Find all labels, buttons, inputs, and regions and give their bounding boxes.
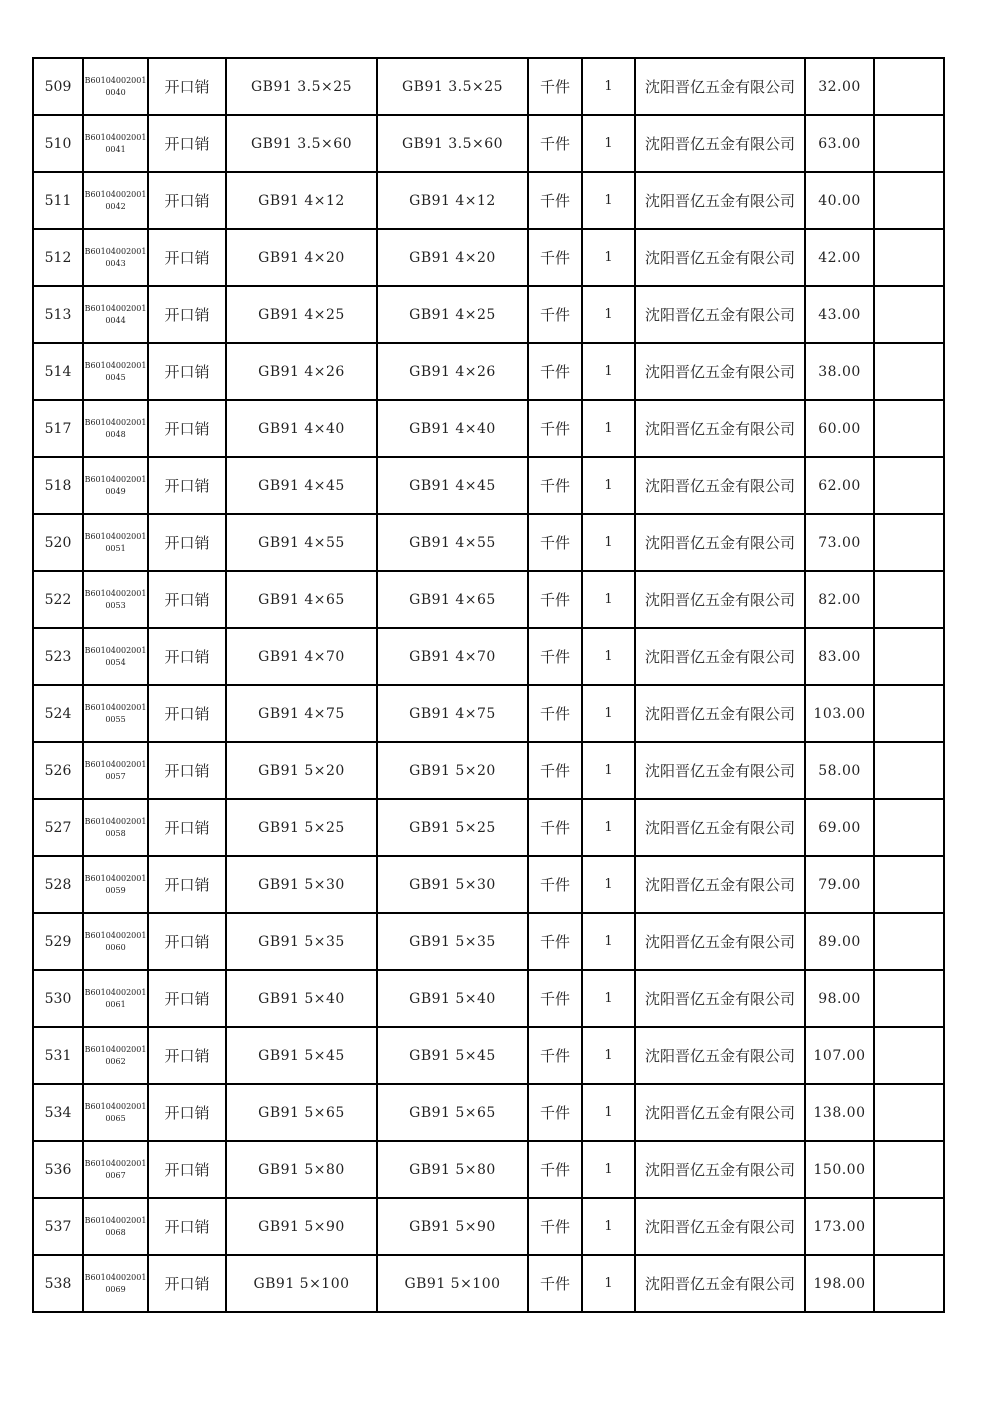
material-code-cell: [83, 115, 148, 172]
material-code-cell: [83, 799, 148, 856]
material-code-line-1: B60104002001: [84, 930, 147, 940]
unit-cell: 千件: [528, 628, 582, 685]
row-number-cell: 514: [33, 343, 83, 400]
material-code-cell: [83, 913, 148, 970]
supplier-name-cell: 沈阳晋亿五金有限公司: [635, 172, 805, 229]
material-code-line-2: 0048: [105, 429, 126, 439]
quantity-cell: 1: [582, 172, 635, 229]
item-spec-cell: GB91 5×65: [226, 1084, 377, 1141]
unit-price-cell: 138.00: [805, 1084, 874, 1141]
unit-price-cell: 83.00: [805, 628, 874, 685]
material-code-line-1: B60104002001: [84, 1272, 147, 1282]
unit-price-cell: 82.00: [805, 571, 874, 628]
quantity-cell: 1: [582, 1198, 635, 1255]
supplier-name-cell: 沈阳晋亿五金有限公司: [635, 571, 805, 628]
unit-cell: 千件: [528, 286, 582, 343]
unit-price-cell: 150.00: [805, 1141, 874, 1198]
material-code-cell: [83, 1141, 148, 1198]
material-code-line-2: 0041: [105, 144, 126, 154]
item-spec-cell: GB91 5×20: [226, 742, 377, 799]
material-code-line-1: B60104002001: [84, 75, 147, 85]
item-model-cell: GB91 4×45: [377, 457, 528, 514]
item-model-cell: GB91 5×25: [377, 799, 528, 856]
quantity-cell: 1: [582, 400, 635, 457]
item-spec-cell: GB91 5×35: [226, 913, 377, 970]
unit-price-cell: 38.00: [805, 343, 874, 400]
material-code-cell: [83, 1084, 148, 1141]
remark-cell: [874, 1027, 944, 1084]
material-code-line-1: B60104002001: [84, 1215, 147, 1225]
material-code-line-1: B60104002001: [84, 873, 147, 883]
item-name-cell: 开口销: [148, 742, 226, 799]
item-model-cell: GB91 4×55: [377, 514, 528, 571]
unit-price-cell: 40.00: [805, 172, 874, 229]
remark-cell: [874, 913, 944, 970]
material-code-line-1: B60104002001: [84, 816, 147, 826]
supplier-name-cell: 沈阳晋亿五金有限公司: [635, 58, 805, 115]
table-row: [33, 457, 944, 514]
unit-cell: 千件: [528, 913, 582, 970]
table-row: [33, 229, 944, 286]
item-name-cell: 开口销: [148, 856, 226, 913]
supplier-name-cell: 沈阳晋亿五金有限公司: [635, 628, 805, 685]
table-row: [33, 343, 944, 400]
row-number-cell: 538: [33, 1255, 83, 1312]
quantity-cell: 1: [582, 913, 635, 970]
item-spec-cell: GB91 4×12: [226, 172, 377, 229]
unit-price-cell: 103.00: [805, 685, 874, 742]
item-name-cell: 开口销: [148, 913, 226, 970]
supplier-name-cell: 沈阳晋亿五金有限公司: [635, 742, 805, 799]
item-model-cell: GB91 4×70: [377, 628, 528, 685]
quantity-cell: 1: [582, 628, 635, 685]
item-model-cell: GB91 5×100: [377, 1255, 528, 1312]
quantity-cell: 1: [582, 1141, 635, 1198]
item-spec-cell: GB91 4×40: [226, 400, 377, 457]
quantity-cell: 1: [582, 457, 635, 514]
unit-cell: 千件: [528, 115, 582, 172]
remark-cell: [874, 685, 944, 742]
table-row: [33, 571, 944, 628]
material-code-line-1: B60104002001: [84, 360, 147, 370]
table-row: [33, 1084, 944, 1141]
unit-price-cell: 42.00: [805, 229, 874, 286]
material-code-cell: [83, 628, 148, 685]
item-spec-cell: GB91 4×20: [226, 229, 377, 286]
unit-cell: 千件: [528, 685, 582, 742]
unit-price-cell: 43.00: [805, 286, 874, 343]
item-model-cell: GB91 5×20: [377, 742, 528, 799]
supplier-name-cell: 沈阳晋亿五金有限公司: [635, 400, 805, 457]
supplier-name-cell: 沈阳晋亿五金有限公司: [635, 799, 805, 856]
item-spec-cell: GB91 5×25: [226, 799, 377, 856]
unit-price-cell: 58.00: [805, 742, 874, 799]
item-name-cell: 开口销: [148, 1141, 226, 1198]
item-model-cell: GB91 4×65: [377, 571, 528, 628]
unit-cell: 千件: [528, 799, 582, 856]
item-spec-cell: GB91 5×80: [226, 1141, 377, 1198]
table-row: [33, 856, 944, 913]
item-name-cell: 开口销: [148, 970, 226, 1027]
supplier-name-cell: 沈阳晋亿五金有限公司: [635, 685, 805, 742]
material-code-line-1: B60104002001: [84, 702, 147, 712]
unit-cell: 千件: [528, 1255, 582, 1312]
item-spec-cell: GB91 5×45: [226, 1027, 377, 1084]
supplier-name-cell: 沈阳晋亿五金有限公司: [635, 1027, 805, 1084]
material-code-cell: [83, 1198, 148, 1255]
row-number-cell: 534: [33, 1084, 83, 1141]
quantity-cell: 1: [582, 799, 635, 856]
material-code-line-2: 0043: [105, 258, 126, 268]
supplier-name-cell: 沈阳晋亿五金有限公司: [635, 1141, 805, 1198]
material-code-line-1: B60104002001: [84, 417, 147, 427]
table-row: [33, 628, 944, 685]
item-model-cell: GB91 4×40: [377, 400, 528, 457]
table-body: [33, 58, 944, 1312]
item-model-cell: GB91 4×75: [377, 685, 528, 742]
row-number-cell: 531: [33, 1027, 83, 1084]
table-row: [33, 400, 944, 457]
item-name-cell: 开口销: [148, 628, 226, 685]
remark-cell: [874, 58, 944, 115]
material-code-cell: [83, 1027, 148, 1084]
material-code-cell: [83, 400, 148, 457]
quantity-cell: 1: [582, 1255, 635, 1312]
quantity-cell: 1: [582, 571, 635, 628]
material-code-cell: [83, 685, 148, 742]
supplier-name-cell: 沈阳晋亿五金有限公司: [635, 913, 805, 970]
material-code-line-2: 0042: [105, 201, 126, 211]
item-model-cell: GB91 5×80: [377, 1141, 528, 1198]
unit-price-cell: 69.00: [805, 799, 874, 856]
item-spec-cell: GB91 4×65: [226, 571, 377, 628]
remark-cell: [874, 1255, 944, 1312]
material-code-line-1: B60104002001: [84, 132, 147, 142]
material-code-line-1: B60104002001: [84, 645, 147, 655]
row-number-cell: 511: [33, 172, 83, 229]
remark-cell: [874, 856, 944, 913]
remark-cell: [874, 742, 944, 799]
unit-cell: 千件: [528, 742, 582, 799]
remark-cell: [874, 571, 944, 628]
remark-cell: [874, 286, 944, 343]
item-name-cell: 开口销: [148, 799, 226, 856]
unit-price-cell: 32.00: [805, 58, 874, 115]
table-row: [33, 58, 944, 115]
remark-cell: [874, 115, 944, 172]
table-row: [33, 286, 944, 343]
material-code-cell: [83, 58, 148, 115]
material-code-line-2: 0068: [105, 1227, 126, 1237]
material-code-line-1: B60104002001: [84, 1101, 147, 1111]
material-code-line-2: 0040: [105, 87, 126, 97]
remark-cell: [874, 229, 944, 286]
item-name-cell: 开口销: [148, 229, 226, 286]
row-number-cell: 524: [33, 685, 83, 742]
item-name-cell: 开口销: [148, 1027, 226, 1084]
item-name-cell: 开口销: [148, 457, 226, 514]
item-name-cell: 开口销: [148, 172, 226, 229]
row-number-cell: 537: [33, 1198, 83, 1255]
item-name-cell: 开口销: [148, 286, 226, 343]
material-code-line-1: B60104002001: [84, 531, 147, 541]
item-model-cell: GB91 5×40: [377, 970, 528, 1027]
row-number-cell: 526: [33, 742, 83, 799]
table-row: [33, 1141, 944, 1198]
item-name-cell: 开口销: [148, 343, 226, 400]
remark-cell: [874, 970, 944, 1027]
supplier-name-cell: 沈阳晋亿五金有限公司: [635, 229, 805, 286]
unit-price-cell: 89.00: [805, 913, 874, 970]
item-spec-cell: GB91 4×75: [226, 685, 377, 742]
unit-cell: 千件: [528, 229, 582, 286]
row-number-cell: 529: [33, 913, 83, 970]
remark-cell: [874, 1198, 944, 1255]
unit-cell: 千件: [528, 1198, 582, 1255]
table-row: [33, 685, 944, 742]
item-model-cell: GB91 3.5×60: [377, 115, 528, 172]
material-code-line-2: 0062: [105, 1056, 126, 1066]
material-code-line-2: 0057: [105, 771, 126, 781]
unit-cell: 千件: [528, 571, 582, 628]
item-name-cell: 开口销: [148, 58, 226, 115]
material-code-line-2: 0058: [105, 828, 126, 838]
material-code-line-2: 0065: [105, 1113, 126, 1123]
item-model-cell: GB91 5×90: [377, 1198, 528, 1255]
material-code-line-2: 0044: [105, 315, 126, 325]
supplier-name-cell: 沈阳晋亿五金有限公司: [635, 856, 805, 913]
material-code-line-1: B60104002001: [84, 1044, 147, 1054]
material-code-line-1: B60104002001: [84, 588, 147, 598]
remark-cell: [874, 1084, 944, 1141]
material-code-line-2: 0055: [105, 714, 126, 724]
table-row: [33, 742, 944, 799]
material-code-line-2: 0051: [105, 543, 126, 553]
material-code-line-2: 0061: [105, 999, 126, 1009]
material-code-cell: [83, 514, 148, 571]
table-row: [33, 1198, 944, 1255]
material-code-line-2: 0069: [105, 1284, 126, 1294]
item-name-cell: 开口销: [148, 1255, 226, 1312]
material-code-line-1: B60104002001: [84, 1158, 147, 1168]
material-code-line-2: 0059: [105, 885, 126, 895]
material-code-cell: [83, 856, 148, 913]
quantity-cell: 1: [582, 685, 635, 742]
item-model-cell: GB91 4×25: [377, 286, 528, 343]
item-model-cell: GB91 5×35: [377, 913, 528, 970]
price-table: [32, 57, 945, 1313]
item-model-cell: GB91 5×65: [377, 1084, 528, 1141]
item-spec-cell: GB91 5×30: [226, 856, 377, 913]
supplier-name-cell: 沈阳晋亿五金有限公司: [635, 286, 805, 343]
material-code-line-1: B60104002001: [84, 474, 147, 484]
item-name-cell: 开口销: [148, 400, 226, 457]
unit-price-cell: 107.00: [805, 1027, 874, 1084]
unit-cell: 千件: [528, 1027, 582, 1084]
supplier-name-cell: 沈阳晋亿五金有限公司: [635, 343, 805, 400]
quantity-cell: 1: [582, 1084, 635, 1141]
material-code-cell: [83, 229, 148, 286]
unit-cell: 千件: [528, 172, 582, 229]
unit-cell: 千件: [528, 343, 582, 400]
item-spec-cell: GB91 4×25: [226, 286, 377, 343]
remark-cell: [874, 343, 944, 400]
row-number-cell: 527: [33, 799, 83, 856]
row-number-cell: 510: [33, 115, 83, 172]
item-name-cell: 开口销: [148, 571, 226, 628]
row-number-cell: 523: [33, 628, 83, 685]
unit-cell: 千件: [528, 970, 582, 1027]
unit-price-cell: 63.00: [805, 115, 874, 172]
material-code-cell: [83, 286, 148, 343]
row-number-cell: 530: [33, 970, 83, 1027]
unit-cell: 千件: [528, 856, 582, 913]
item-spec-cell: GB91 4×70: [226, 628, 377, 685]
supplier-name-cell: 沈阳晋亿五金有限公司: [635, 970, 805, 1027]
table-row: [33, 172, 944, 229]
item-spec-cell: GB91 5×90: [226, 1198, 377, 1255]
item-spec-cell: GB91 4×55: [226, 514, 377, 571]
supplier-name-cell: 沈阳晋亿五金有限公司: [635, 1198, 805, 1255]
item-name-cell: 开口销: [148, 685, 226, 742]
quantity-cell: 1: [582, 514, 635, 571]
unit-price-cell: 62.00: [805, 457, 874, 514]
unit-cell: 千件: [528, 514, 582, 571]
item-spec-cell: GB91 4×45: [226, 457, 377, 514]
supplier-name-cell: 沈阳晋亿五金有限公司: [635, 457, 805, 514]
item-model-cell: GB91 5×45: [377, 1027, 528, 1084]
item-spec-cell: GB91 4×26: [226, 343, 377, 400]
quantity-cell: 1: [582, 856, 635, 913]
remark-cell: [874, 457, 944, 514]
table-row: [33, 514, 944, 571]
item-spec-cell: GB91 5×100: [226, 1255, 377, 1312]
material-code-line-1: B60104002001: [84, 759, 147, 769]
unit-price-cell: 198.00: [805, 1255, 874, 1312]
row-number-cell: 513: [33, 286, 83, 343]
item-model-cell: GB91 4×26: [377, 343, 528, 400]
supplier-name-cell: 沈阳晋亿五金有限公司: [635, 115, 805, 172]
unit-price-cell: 98.00: [805, 970, 874, 1027]
material-code-line-2: 0060: [105, 942, 126, 952]
material-code-line-2: 0049: [105, 486, 126, 496]
material-code-line-2: 0067: [105, 1170, 126, 1180]
item-name-cell: 开口销: [148, 115, 226, 172]
material-code-cell: [83, 343, 148, 400]
unit-cell: 千件: [528, 400, 582, 457]
material-code-cell: [83, 571, 148, 628]
material-code-line-1: B60104002001: [84, 987, 147, 997]
material-code-line-2: 0045: [105, 372, 126, 382]
item-model-cell: GB91 5×30: [377, 856, 528, 913]
material-code-cell: [83, 457, 148, 514]
unit-price-cell: 60.00: [805, 400, 874, 457]
row-number-cell: 512: [33, 229, 83, 286]
remark-cell: [874, 400, 944, 457]
quantity-cell: 1: [582, 970, 635, 1027]
material-code-cell: [83, 742, 148, 799]
supplier-name-cell: 沈阳晋亿五金有限公司: [635, 1084, 805, 1141]
material-code-line-1: B60104002001: [84, 189, 147, 199]
item-spec-cell: GB91 3.5×60: [226, 115, 377, 172]
item-model-cell: GB91 4×12: [377, 172, 528, 229]
unit-price-cell: 73.00: [805, 514, 874, 571]
quantity-cell: 1: [582, 229, 635, 286]
remark-cell: [874, 514, 944, 571]
table-row: [33, 913, 944, 970]
row-number-cell: 522: [33, 571, 83, 628]
row-number-cell: 528: [33, 856, 83, 913]
remark-cell: [874, 1141, 944, 1198]
quantity-cell: 1: [582, 742, 635, 799]
unit-cell: 千件: [528, 1084, 582, 1141]
quantity-cell: 1: [582, 115, 635, 172]
row-number-cell: 517: [33, 400, 83, 457]
item-spec-cell: GB91 5×40: [226, 970, 377, 1027]
supplier-name-cell: 沈阳晋亿五金有限公司: [635, 514, 805, 571]
row-number-cell: 509: [33, 58, 83, 115]
material-code-line-2: 0053: [105, 600, 126, 610]
unit-cell: 千件: [528, 457, 582, 514]
item-model-cell: GB91 3.5×25: [377, 58, 528, 115]
item-model-cell: GB91 4×20: [377, 229, 528, 286]
material-code-line-1: B60104002001: [84, 303, 147, 313]
remark-cell: [874, 628, 944, 685]
quantity-cell: 1: [582, 286, 635, 343]
row-number-cell: 518: [33, 457, 83, 514]
remark-cell: [874, 172, 944, 229]
quantity-cell: 1: [582, 58, 635, 115]
quantity-cell: 1: [582, 1027, 635, 1084]
item-spec-cell: GB91 3.5×25: [226, 58, 377, 115]
material-code-cell: [83, 970, 148, 1027]
quantity-cell: 1: [582, 343, 635, 400]
item-name-cell: 开口销: [148, 1198, 226, 1255]
item-name-cell: 开口销: [148, 1084, 226, 1141]
table-row: [33, 1027, 944, 1084]
material-code-line-1: B60104002001: [84, 246, 147, 256]
row-number-cell: 536: [33, 1141, 83, 1198]
unit-cell: 千件: [528, 58, 582, 115]
unit-cell: 千件: [528, 1141, 582, 1198]
table-row: [33, 115, 944, 172]
material-code-cell: [83, 1255, 148, 1312]
supplier-name-cell: 沈阳晋亿五金有限公司: [635, 1255, 805, 1312]
material-code-line-2: 0054: [105, 657, 126, 667]
unit-price-cell: 173.00: [805, 1198, 874, 1255]
table-row: [33, 799, 944, 856]
item-name-cell: 开口销: [148, 514, 226, 571]
unit-price-cell: 79.00: [805, 856, 874, 913]
remark-cell: [874, 799, 944, 856]
table-row: [33, 1255, 944, 1312]
material-code-cell: [83, 172, 148, 229]
row-number-cell: 520: [33, 514, 83, 571]
table-row: [33, 970, 944, 1027]
